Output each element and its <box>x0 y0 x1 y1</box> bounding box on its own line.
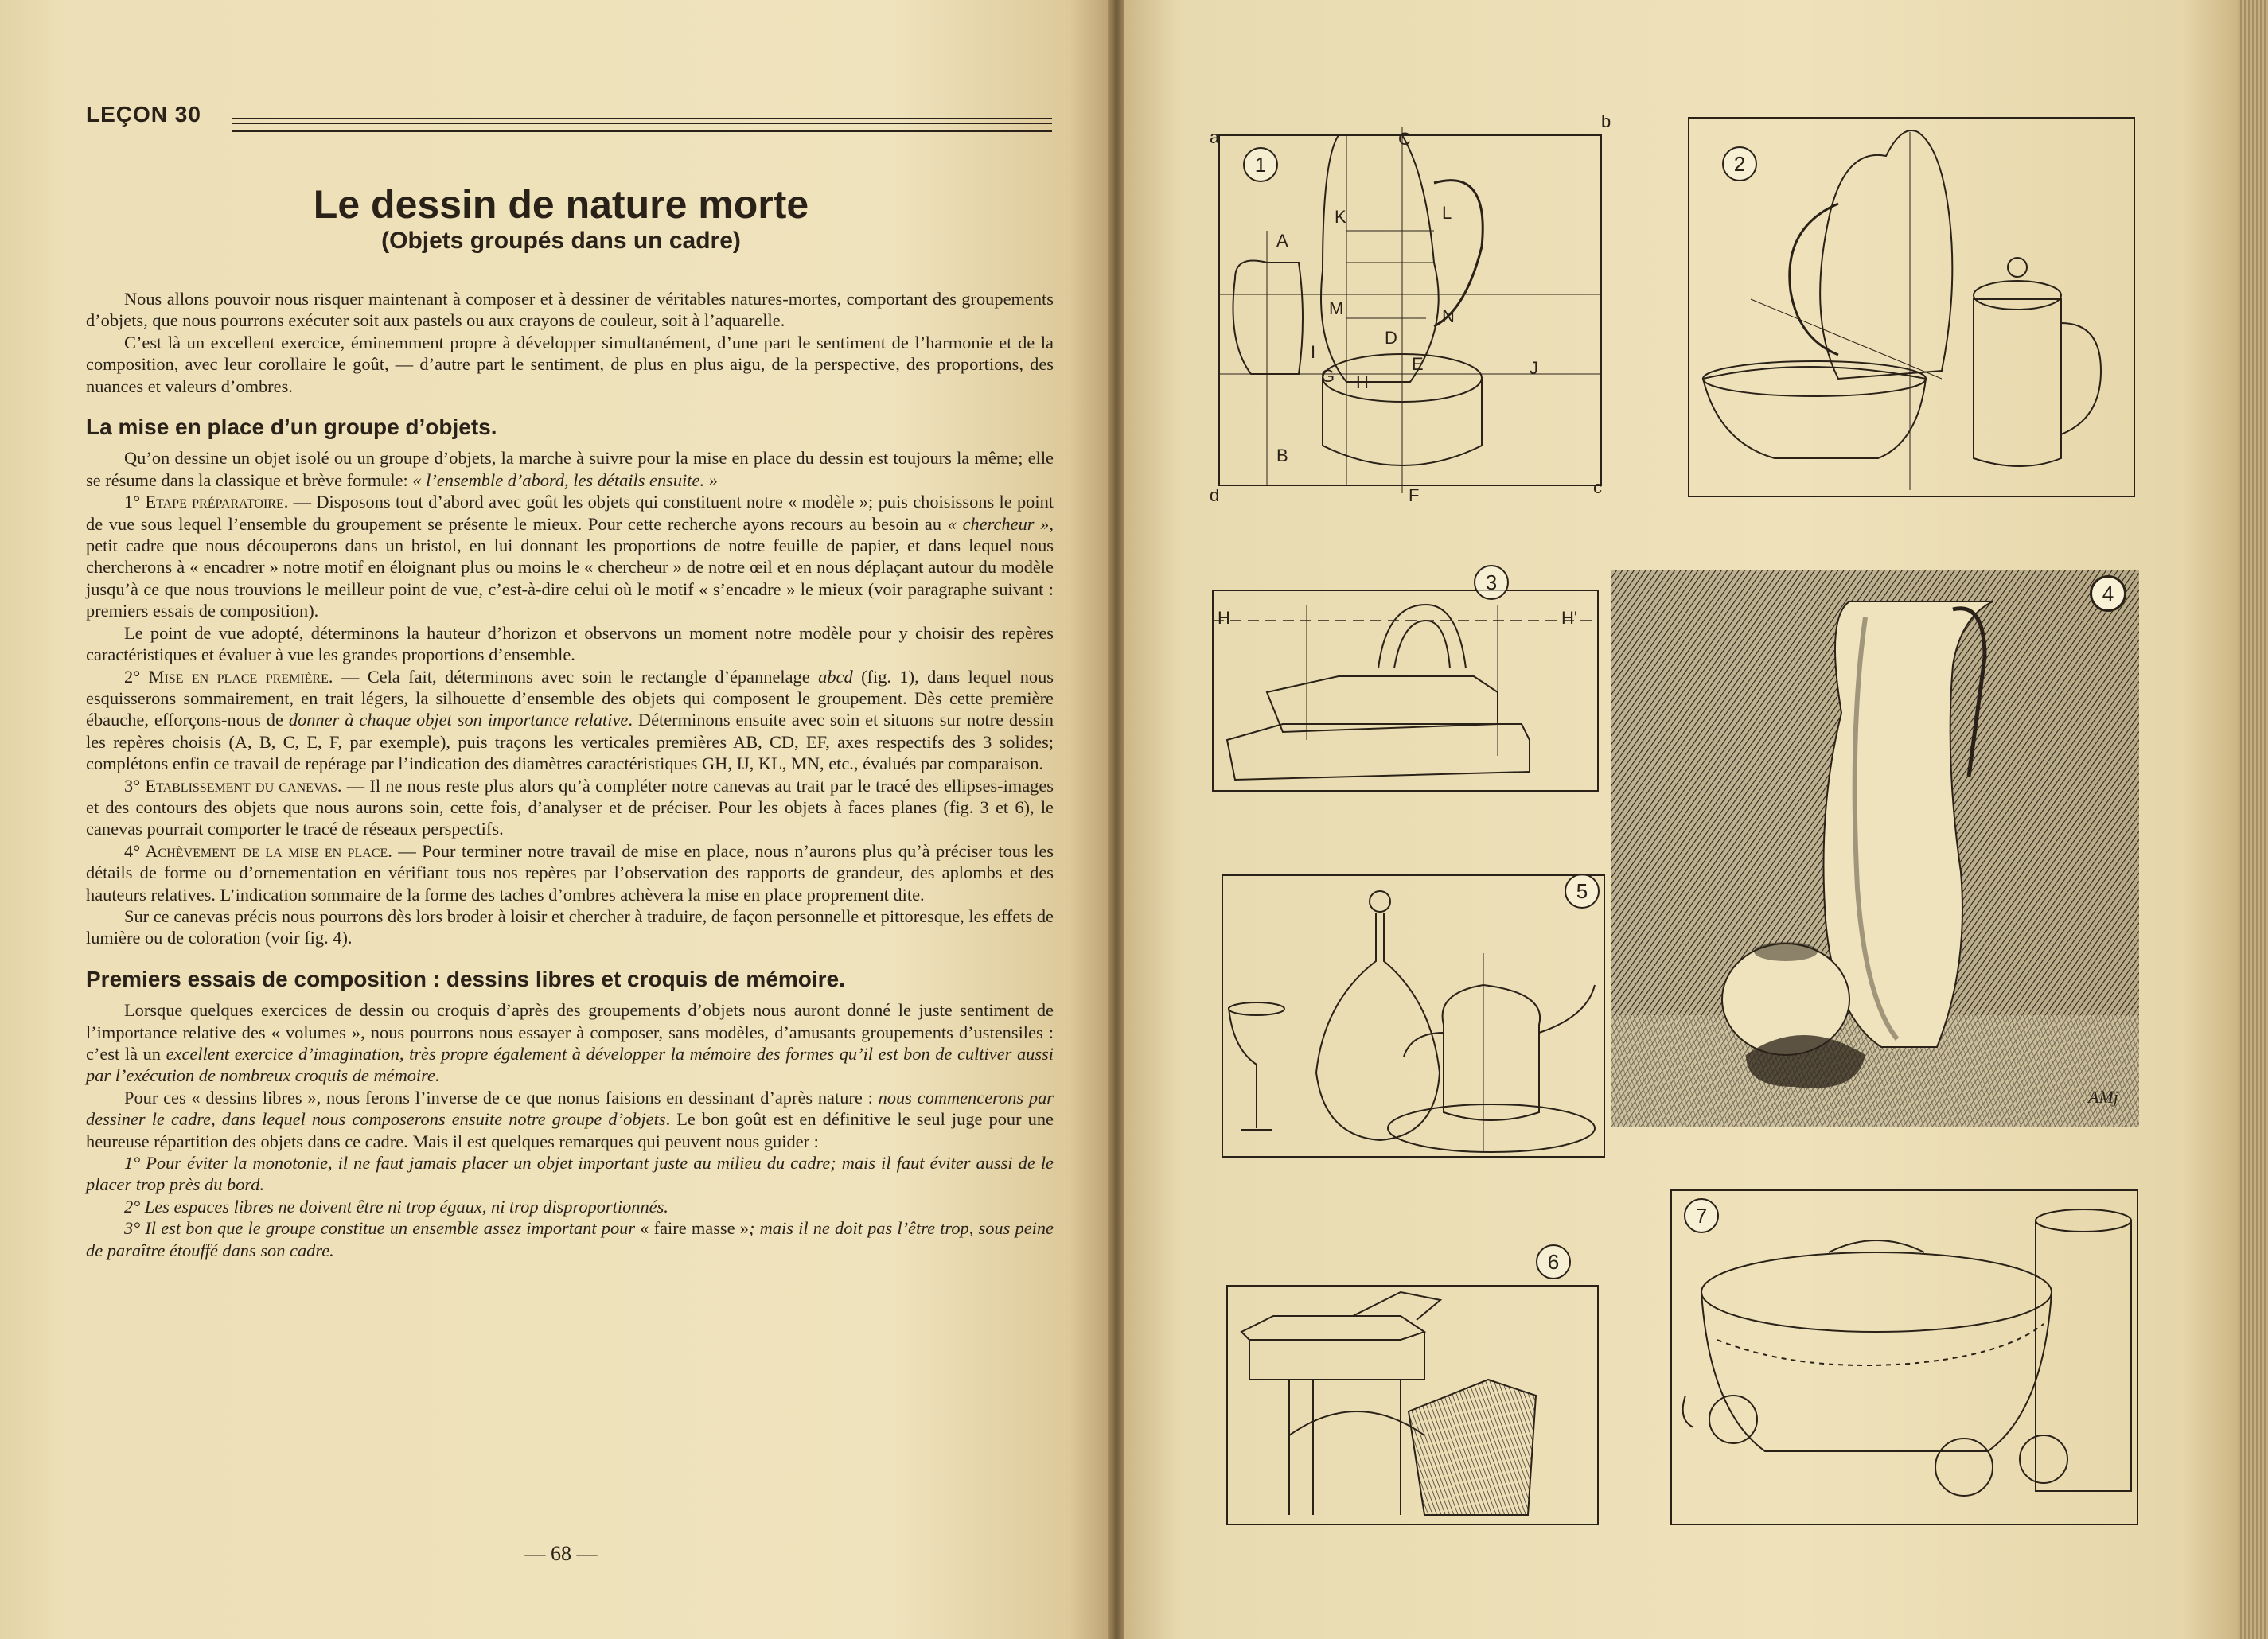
figures-area <box>1124 0 2238 1639</box>
figure-number: 1 <box>1243 147 1278 182</box>
paragraph: Sur ce canevas précis nous pourrons dès lors broder à loisir et chercher à traduire, de façon personnelle et pittoresque, les effets de lumière ou de coloration (voir fig. 4). <box>86 905 1054 948</box>
figure-letter: C <box>1398 129 1411 149</box>
figure-letter: B <box>1276 446 1288 465</box>
figure-letter: c <box>1593 477 1602 497</box>
page-title: Le dessin de nature morte <box>313 182 809 227</box>
paragraph: 2° Mise en place première. — Cela fait, déterminons avec soin le rectangle d’épannelage abcd (fig. 1), dans lequel nous esquisserons sommairement, en trait légers, la silhouette d’ensemble des objets qui composent le groupement. Dès cette première ébauche, efforçons-nous de donner à chaque objet son importance relative. Déterminons ensuite avec soin et situons sur notre dessin les repères choisis (A, B, C, E, F, par exemple), puis traçons les verticales premières AB, CD, EF, axes respectifs des 3 solides; complétons enfin ce travail de repérage par l’indication des diamètres caractéristiques GH, IJ, KL, MN, etc., évalués par comparaison. <box>86 666 1054 774</box>
paragraph: Qu’on dessine un objet isolé ou un groupe d’objets, la marche à suivre pour la mise en place du dessin est toujours la même; elle se résume dans la classique et brève formule: « l’ensemble d’abord, les détails ensuite. » <box>86 448 1054 490</box>
figure-letter: F <box>1409 485 1420 505</box>
paragraph: 4° Achèvement de la mise en place. — Pour terminer notre travail de mise en place, nous n’aurons plus qu’à préciser tous les détails de forme ou d’ornementation en vérifiant tous nos repères par l’observation des rapports de grandeur, des aplombs et des hauteurs relatives. L’indication sommaire de la forme des taches d’ombres achèvera la mise en place proprement dite. <box>86 840 1054 905</box>
figure-number: 2 <box>1722 146 1757 181</box>
lesson-header: LEÇON 30 <box>86 102 201 127</box>
figure-letter: a <box>1210 127 1220 147</box>
figure-number: 7 <box>1684 1198 1719 1233</box>
intro-paragraph: C’est là un excellent exercice, éminemment propre à développer simultanément, d’une part le sentiment de l’harmonie et de la composition, avec leur corollaire le goût, — d’autre part le sentiment, de plus en plus aigu, de la perspective, des proportions, des nuances et valeurs d’ombres. <box>86 332 1054 396</box>
artist-signature: AMj <box>2088 1087 2118 1107</box>
figure-3 <box>1211 570 1601 794</box>
figure-number: 5 <box>1565 874 1600 909</box>
figure-letter: L <box>1442 203 1452 223</box>
figure-4 <box>1611 570 2139 1127</box>
figure-letter: D <box>1385 328 1397 348</box>
paragraph: Le point de vue adopté, déterminons la hauteur d’horizon et observons un moment notre modèle pour y choisir des repères caractéristiques et évaluer à vue les grandes proportions d’ensemble. <box>86 622 1054 665</box>
figure-7 <box>1670 1189 2139 1526</box>
paragraph: Lorsque quelques exercices de dessin ou croquis d’après des groupements d’objets nous auront donné le juste sentiment de l’importance relative des « volumes », nous pourrons nous essayer à composer, sans modèles, d’amusants groupements d’ustensiles : c’est là un excellent exercice d’imagination, très propre également à développer la mémoire des formes qu’il est bon de cultiver aussi par l’exécution de nombreux croquis de mémoire. <box>86 1000 1054 1086</box>
figure-letter: A <box>1276 231 1288 251</box>
figure-3-drawing <box>1211 589 1601 794</box>
figure-6-drawing <box>1226 1284 1600 1526</box>
figure-number: 6 <box>1536 1244 1571 1279</box>
figure-letter: b <box>1601 111 1611 131</box>
figure-letter: H' <box>1561 608 1578 628</box>
lesson-text <box>86 288 1054 1261</box>
figure-letter: M <box>1329 298 1344 318</box>
figure-letter: N <box>1442 306 1455 326</box>
page-edges <box>2238 0 2268 1639</box>
figure-7-drawing <box>1670 1189 2139 1526</box>
paragraph: 1° Etape préparatoire. — Disposons tout d’abord avec goût les objets qui constituent notre « modèle »; puis choisissons le point de vue sous lequel l’ensemble du groupement se présente le mieux. Pour cette recherche ayons recours au besoin au « chercheur », petit cadre que nous découperons dans un bristol, en lui donnant les proportions de notre feuille de papier, et dans lequel nous chercherons à « encadrer » notre motif en éloignant plus ou moins le « chercheur » de notre œil et en nous déplaçant autour du modèle jusqu’à ce que nous trouvions le meilleur point de vue, c’est-à-dire celui où le motif « s’encadre » le mieux (voir paragraphe suivant : premiers essais de composition). <box>86 492 1054 621</box>
page-subtitle: (Objets groupés dans un cadre) <box>381 228 741 254</box>
section-heading: Premiers essais de composition : dessins libres et croquis de mémoire. <box>86 966 845 991</box>
figure-5 <box>1221 874 1607 1160</box>
figure-1 <box>1203 111 1633 509</box>
figure-2-drawing <box>1687 116 2139 500</box>
section-heading: La mise en place d’un groupe d’objets. <box>86 415 497 440</box>
figure-2 <box>1687 116 2139 500</box>
page-number: — 68 — <box>524 1542 598 1565</box>
rule-item: 1° Pour éviter la monotonie, il ne faut jamais placer un objet important juste au milieu du cadre; mais il faut éviter aussi de le placer trop près du bord. <box>86 1153 1054 1195</box>
figure-letter: J <box>1530 358 1538 378</box>
figure-letter: H <box>1356 372 1369 392</box>
figure-letter: I <box>1311 342 1316 362</box>
figure-letter: H <box>1218 608 1230 628</box>
figure-number: 3 <box>1474 565 1509 600</box>
figure-letter: E <box>1412 354 1424 374</box>
figure-letter: G <box>1321 366 1335 386</box>
paragraph: Pour ces « dessins libres », nous ferons l’inverse de ce que nonus faisions en dessinant d’après nature : nous commencerons par dessiner le cadre, dans lequel nous composerons ensuite notre groupe d’objets. Le bon goût est en définitive le seul juge pour une heureuse répartition des objets dans ce cadre. Mais il est quelques remarques qui peuvent nous guider : <box>86 1087 1054 1151</box>
figure-number: 4 <box>2091 576 2126 611</box>
figure-5-drawing <box>1221 874 1607 1160</box>
figure-letter: d <box>1210 485 1220 505</box>
figure-4-drawing <box>1611 570 2139 1127</box>
rule-item: 3° Il est bon que le groupe constitue un ensemble assez important pour « faire masse »; mais il ne doit pas l’être trop, sous peine de paraître étouffé dans son cadre. <box>86 1218 1054 1260</box>
intro-paragraph: Nous allons pouvoir nous risquer maintenant à composer et à dessiner de véritables natures-mortes, comportant des groupements d’objets, que nous pourrons exécuter soit aux pastels ou aux crayons de couleur, soit à l’aquarelle. <box>86 289 1054 331</box>
header-rule <box>232 118 1052 132</box>
paragraph: 3° Etablissement du canevas. — Il ne nous reste plus alors qu’à compléter notre canevas au trait par le tracé des ellipses-images et des contours des objets que nous aurons soin, cette fois, d’analyser et de préciser. Pour les objets à faces planes (fig. 3 et 6), le canevas pourrait comporter le tracé de réseaux perspectifs. <box>86 775 1054 839</box>
figure-6 <box>1226 1250 1600 1526</box>
rule-item: 2° Les espaces libres ne doivent être ni trop égaux, ni trop disproportionnés. <box>124 1196 668 1217</box>
figure-letter: K <box>1335 207 1346 227</box>
